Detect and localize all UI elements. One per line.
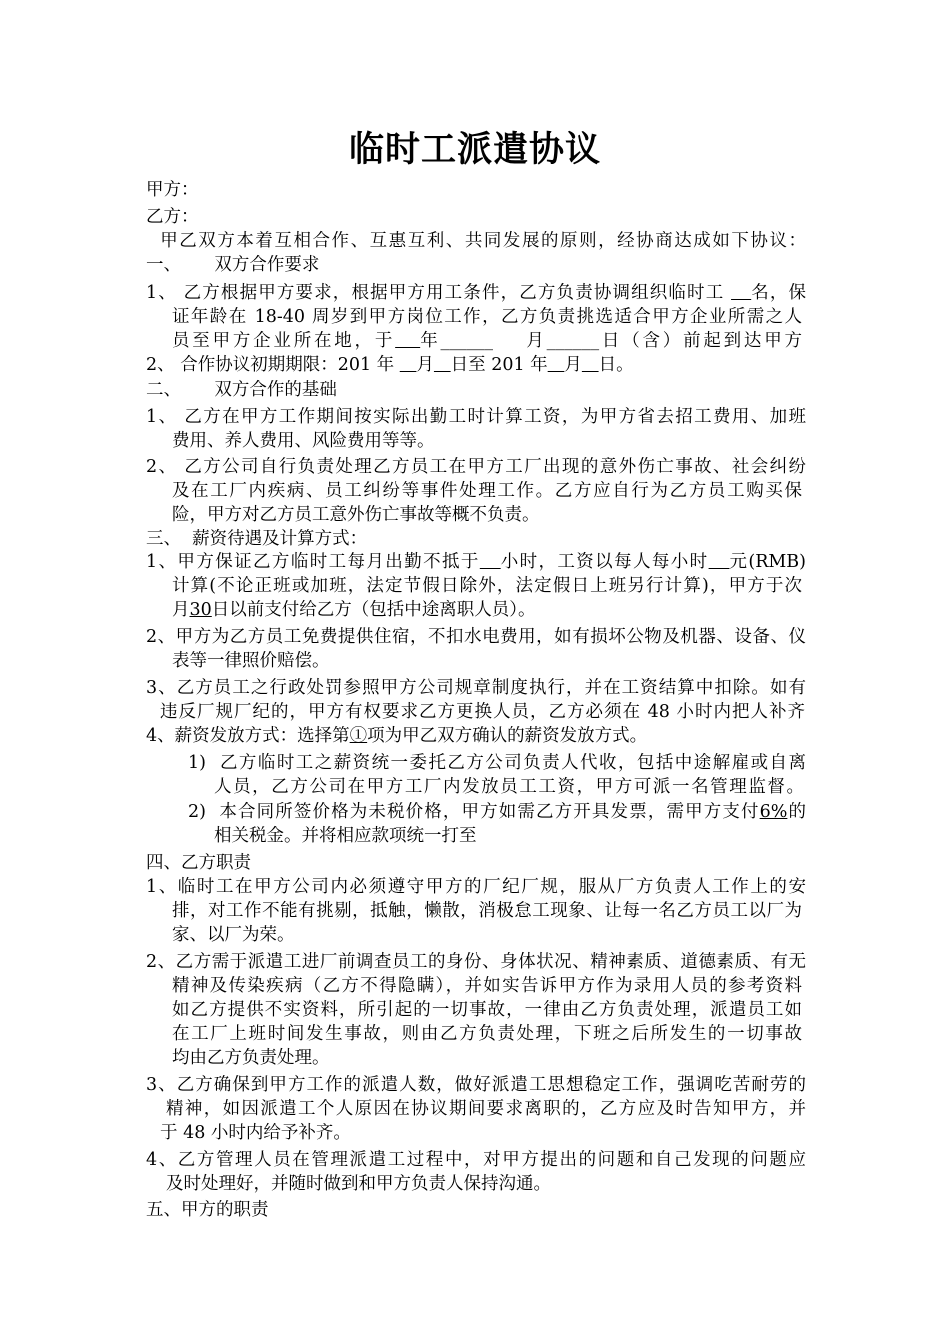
line-text: 于 48 小时内给予补齐。 <box>160 1123 351 1143</box>
text-line <box>146 253 319 277</box>
line-text: 1) 乙方临时工之薪资统一委托乙方公司负责人代收，包括中途解雇或自离 <box>188 753 806 773</box>
underlined-blank <box>395 331 420 351</box>
underlined-blank <box>434 355 451 375</box>
line-text: 日至 201 年 <box>450 355 548 375</box>
line-text: 二、 双方合作的基础 <box>146 380 337 400</box>
text-line <box>172 974 802 998</box>
line-text: 在工厂上班时间发生事故，则由乙方负责处理，下班之后所发生的一切事故 <box>172 1024 802 1044</box>
text-line <box>166 1172 551 1196</box>
line-text: 精神及传染疾病（乙方不得隐瞒），并如实告诉甲方作为录用人员的参考资料 <box>172 976 802 996</box>
line-text: 表等一律照价赔偿。 <box>172 651 330 671</box>
underlined-blank <box>480 552 501 572</box>
line-text: 名，保 <box>751 283 806 303</box>
line-text: 2、甲方为乙方员工免费提供住宿，不扣水电费用，如有损坏公物及机器、设备、仪 <box>146 627 806 647</box>
text-line <box>146 550 806 574</box>
text-line <box>172 1046 330 1070</box>
text-line <box>172 998 802 1022</box>
line-text: 费用、养人费用、风险费用等等。 <box>172 431 435 451</box>
text-line <box>160 700 805 724</box>
line-text: 一、 双方合作要求 <box>146 255 320 275</box>
text-line <box>146 724 647 748</box>
text-line <box>172 429 435 453</box>
line-text: 排，对工作不能有挑剔，抵触，懒散，消极怠工现象、让每一名乙方员工以厂为 <box>172 901 802 921</box>
line-text: 五、甲方的职责 <box>146 1200 269 1220</box>
text-line <box>146 405 806 429</box>
text-line <box>146 205 199 229</box>
text-line <box>172 574 802 598</box>
line-text: 日以前支付给乙方（包括中途离职人员）。 <box>211 600 536 620</box>
line-text: 2) 本合同所签价格为未税价格，甲方如需乙方开具发票，需甲方支付 <box>188 802 760 822</box>
text-line <box>166 1097 806 1121</box>
text-line <box>172 899 802 923</box>
line-text: 3、乙方确保到甲方工作的派遣人数，做好派遣工思想稳定工作，强调吃苦耐劳的 <box>146 1075 806 1095</box>
line-text: 日。 <box>598 355 634 375</box>
line-text: 险，甲方对乙方员工意外伤亡事故等概不负责。 <box>172 505 540 525</box>
line-text: 项为甲乙双方确认的薪资发放方式。 <box>367 726 648 746</box>
line-text: 2、 合作协议初期期限：201 年 <box>146 355 400 375</box>
line-text: 三、 薪资待遇及计算方式： <box>146 529 368 549</box>
line-text: 1、甲方保证乙方临时工每月出勤不抵于 <box>146 552 480 572</box>
underlined-blank: 6% <box>759 802 788 822</box>
text-line <box>146 527 367 551</box>
line-text: 元(RMB) <box>729 552 806 572</box>
text-line <box>188 800 806 824</box>
underlined-blank <box>548 355 565 375</box>
text-line <box>172 598 536 622</box>
line-text: 如乙方提供不实资料，所引起的一切事故，一律由乙方负责处理，派遣员工如 <box>172 1000 802 1020</box>
line-text: 小时，工资以每人每小时 <box>500 552 709 572</box>
line-text: 人员，乙方公司在甲方工厂内发放员工工资，甲方可派一名管理监督。 <box>214 777 804 797</box>
underlined-blank: 30 <box>189 600 212 620</box>
line-text: 1、 乙方根据甲方要求，根据甲方用工条件，乙方负责协调组织临时工 <box>146 283 732 303</box>
line-text: 2、 乙方公司自行负责处理乙方员工在甲方工厂出现的意外伤亡事故、社会纠纷 <box>146 457 806 477</box>
underlined-blank <box>582 355 599 375</box>
text-line <box>146 950 806 974</box>
text-line <box>146 676 806 700</box>
text-line <box>172 649 330 673</box>
text-line <box>172 329 802 353</box>
text-line <box>146 378 337 402</box>
text-line <box>214 824 477 848</box>
line-text: 四、乙方职责 <box>146 853 251 873</box>
text-line <box>146 851 251 875</box>
line-text: 1、临时工在甲方公司内必须遵守甲方的厂纪厂规，服从厂方负责人工作上的安 <box>146 877 806 897</box>
line-text: 员至甲方企业所在地，于 <box>172 331 396 351</box>
line-text: 4、薪资发放方式：选择第 <box>146 726 350 746</box>
text-line <box>146 178 199 202</box>
line-text: 2、乙方需于派遣工进厂前调查员工的身份、身体状况、精神素质、道德素质、有无 <box>146 952 806 972</box>
line-text: 4、乙方管理人员在管理派遣工过程中，对甲方提出的问题和自己发现的问题应 <box>146 1150 806 1170</box>
line-text: 违反厂规厂纪的，甲方有权要求乙方更换人员，乙方必须在 48 小时内把人补齐 <box>160 702 805 722</box>
underlined-blank <box>731 283 751 303</box>
text-line <box>146 229 806 253</box>
underlined-blank: ① <box>349 726 368 746</box>
text-line <box>146 1073 806 1097</box>
line-text: 月 <box>172 600 190 620</box>
line-text: 月 <box>416 355 434 375</box>
line-text: 及在工厂内疾病、员工纠纷等事件处理工作。乙方应自行为乙方员工购买保 <box>172 481 802 501</box>
line-text: 及时处理好，并随时做到和甲方负责人保持沟通。 <box>166 1174 551 1194</box>
line-text: 家、以厂为荣。 <box>172 925 295 945</box>
text-line <box>146 875 806 899</box>
text-line <box>146 455 806 479</box>
line-text: 均由乙方负责处理。 <box>172 1048 330 1068</box>
line-text: 精神，如因派遣工个人原因在协议期间要求离职的，乙方应及时告知甲方，并 <box>166 1099 806 1119</box>
line-text: 甲乙双方本着互相合作、互惠互利、共同发展的原则，经协商达成如下协议： <box>146 231 806 251</box>
line-text: 计算(不论正班或加班，法定节假日除外，法定假日上班另行计算)，甲方于次 <box>172 576 802 596</box>
line-text: 的 <box>787 802 807 822</box>
line-text: 乙方： <box>146 207 199 227</box>
underlined-blank <box>709 552 730 572</box>
underlined-blank <box>400 355 417 375</box>
line-text: 相关税金。并将相应款项统一打至 <box>214 826 477 846</box>
line-text: 月 <box>564 355 582 375</box>
line-text: 年______ 月______日（含）前起到达甲方 <box>420 331 802 351</box>
text-line <box>146 353 634 377</box>
text-line <box>146 281 806 305</box>
line-text: 证年龄在 18-40 周岁到甲方岗位工作，乙方负责挑选适合甲方企业所需之人 <box>172 307 802 327</box>
text-line <box>172 503 540 527</box>
text-line <box>172 479 802 503</box>
text-line <box>172 923 295 947</box>
text-line <box>146 625 806 649</box>
text-line <box>214 775 804 799</box>
text-line <box>160 1121 351 1145</box>
text-line <box>172 305 802 329</box>
line-text: 甲方： <box>146 180 199 200</box>
text-line <box>188 751 806 775</box>
line-text: 1、 乙方在甲方工作期间按实际出勤工时计算工资，为甲方省去招工费用、加班 <box>146 407 806 427</box>
text-line <box>172 1022 802 1046</box>
line-text: 3、乙方员工之行政处罚参照甲方公司规章制度执行，并在工资结算中扣除。如有 <box>146 678 806 698</box>
text-line <box>146 1198 269 1222</box>
text-line <box>146 1148 806 1172</box>
document-title: 临时工派遣协议 <box>348 130 601 170</box>
